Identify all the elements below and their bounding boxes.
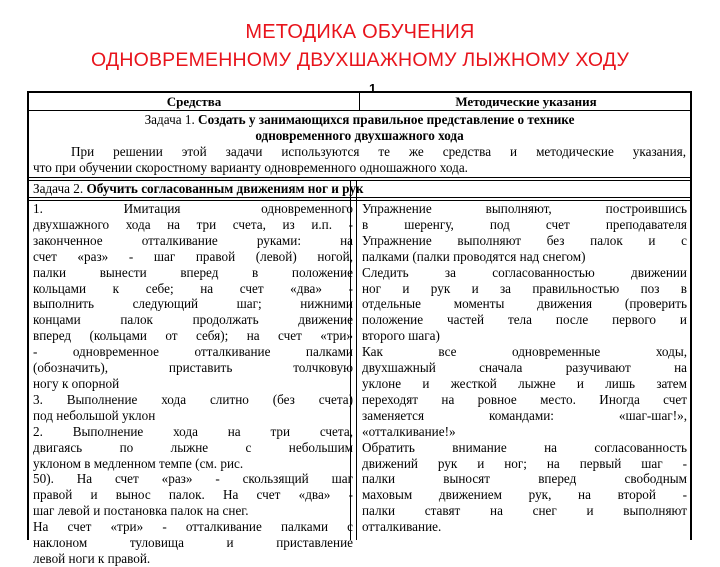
means-line: кольцами к себе; на счет «два» - (33, 280, 353, 296)
guideline-line: Следить за согласованностью движении (362, 264, 687, 280)
means-line: концами палок продолжать движение (33, 312, 353, 328)
task-2-label: Задача 2. (33, 181, 84, 196)
guideline-line: переходят на ровное место. Иногда счет (362, 391, 687, 407)
task-1-note-line-1: При решении этой задачи используются те же средства и методические указания, (71, 143, 686, 159)
means-line: ногу к опорной (33, 375, 120, 391)
means-line: счет «раз» - шаг правой (левой) ногой, (33, 248, 353, 264)
means-line: (обозначить), приставить толчковую (33, 360, 353, 376)
means-line: левой ноги к правой. (33, 550, 151, 566)
means-line: 50). На счет «раз» - скользящий шаг (33, 471, 353, 487)
guideline-line: второго шага) (362, 328, 440, 344)
means-line: наклоном туловища и приставление (33, 535, 353, 551)
task-2-heading (33, 181, 686, 197)
header-divider (359, 93, 360, 111)
guideline-line: отталкивание. (362, 519, 442, 535)
methods-table (27, 91, 692, 566)
header-rule (29, 110, 690, 111)
task-2-goal: Обучить согласованным движениям ног и рук (86, 181, 364, 196)
slide-number: 1 (369, 81, 377, 96)
means-line: вперед (кольцами от себя); на счет «три» (33, 328, 353, 344)
means-column (33, 201, 353, 567)
means-line: 2. Выполнение хода на три счета, (33, 423, 353, 439)
guideline-line: маховым движением рук, на второй - (362, 487, 687, 503)
task-1-rule-a (29, 177, 690, 178)
means-line: уклоном в медленном темпе (см. рис. (33, 455, 244, 471)
guideline-line: заменяется командами: «шаг-шаг!», (362, 407, 687, 423)
means-line: двигаясь по лыжне с небольшим (33, 439, 353, 455)
guideline-line: ног и рук и за правильностью поз в (362, 280, 687, 296)
means-line: - одновременное отталкивание палками (33, 344, 353, 360)
title-line-2: ОДНОВРЕМЕННОМУ ДВУХШАЖНОМУ ЛЫЖНОМУ ХОДУ (90, 49, 630, 71)
guideline-line: Упражнение выполняют, построившись (362, 201, 687, 216)
guideline-line: отдельные моменты движения (проверить (362, 296, 687, 312)
task-2-row (33, 181, 686, 197)
means-line: двухшажного хода на три счета, из и.п. - (33, 216, 353, 232)
guideline-line: палками (палки проводятся над снегом) (362, 248, 586, 264)
column-divider-b (356, 181, 357, 540)
header-guidelines: Методические указания (455, 94, 597, 109)
means-line: выполнить следующий шаг; нижними (33, 296, 353, 312)
guideline-line: в шеренгу, под счет преподавателя (362, 216, 687, 232)
task-2-rule-a (29, 197, 690, 198)
guidelines-column (362, 201, 687, 535)
task-1-goal-line-1: Задача 1. Создать у занимающихся правильное представление о технике (144, 112, 575, 127)
guideline-line: палки выносят вперед свободным (362, 471, 687, 487)
means-line: палки вынести вперед в положение (33, 264, 353, 280)
guideline-line: Как все одновременные ходы, (362, 344, 687, 360)
guideline-line: Обратить внимание на согласованность (362, 439, 687, 455)
guideline-line: положение частей тела после первого и (362, 312, 687, 328)
task-1-label: Задача 1. (144, 112, 195, 127)
guideline-line: «отталкивание!» (362, 423, 456, 439)
means-line: На счет «три» - отталкивание палками с (33, 519, 353, 535)
means-line: правой и вынос палок. На счет «два» - (33, 487, 353, 503)
means-line: 1. Имитация одновременного (33, 201, 353, 216)
task-1-note-line-2: что при обучении скоростному варианту одновременного одношажного хода. (33, 159, 468, 175)
guideline-line: двухшажный сначала разучивают на (362, 360, 687, 376)
task-1-goal-line-2: одновременного двухшажного хода (255, 127, 464, 143)
title-line-1: МЕТОДИКА ОБУЧЕНИЯ (245, 21, 475, 43)
guideline-line: уклоне и жесткой лыжне и лишь затем (362, 375, 687, 391)
means-line: под небольшой уклон (33, 407, 156, 423)
guideline-line: движений рук и ног; на первый шаг - (362, 455, 687, 471)
means-line: 3. Выполнение хода слитно (без счета) (33, 391, 353, 407)
means-line: шаг левой и постановка палок на снег. (33, 503, 249, 519)
guideline-line: Упражнение выполняют без палок и с (362, 232, 687, 248)
task-1-block (33, 112, 686, 176)
guideline-line: палки ставят на снег и выполняют (362, 503, 687, 519)
means-line: законченное отталкивание руками: на (33, 232, 353, 248)
header-means: Средства (166, 94, 222, 109)
